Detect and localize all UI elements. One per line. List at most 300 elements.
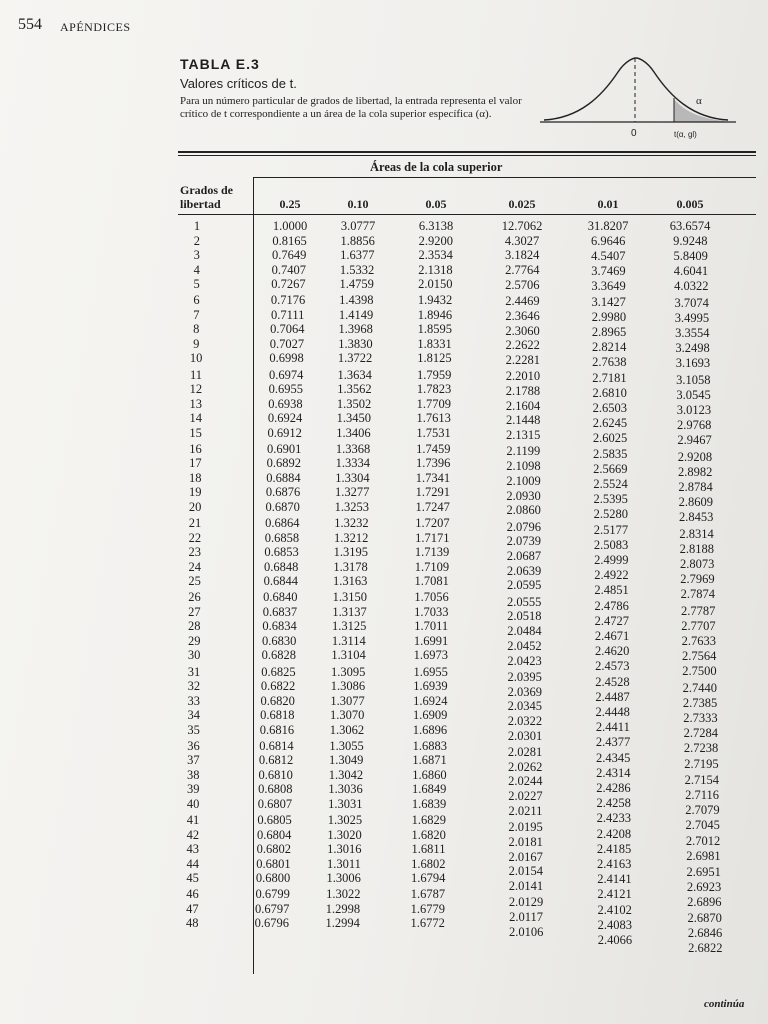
value-cell: 0.6828 (261, 648, 297, 663)
value-cell: 2.4102 (597, 903, 632, 918)
value-cell: 3.0545 (676, 387, 711, 402)
value-cell: 0.6912 (267, 425, 302, 440)
value-cell: 2.4851 (594, 582, 629, 597)
value-cell: 2.0244 (508, 774, 543, 789)
value-cell: 2.1788 (505, 384, 541, 398)
value-cell: 1.6787 (410, 887, 446, 902)
value-cell: 2.1315 (506, 428, 541, 443)
value-cell: 2.4727 (594, 614, 630, 629)
value-cell: 1.7033 (414, 604, 449, 619)
value-cell: 1.6973 (413, 648, 449, 663)
value-cell: 1.7291 (415, 485, 450, 500)
value-cell: 0.6870 (265, 499, 300, 514)
df-cell: 4 (193, 262, 200, 277)
df-cell: 40 (186, 796, 200, 811)
continued-label: continúa (704, 998, 745, 1010)
value-cell: 2.5706 (505, 277, 540, 292)
value-cell: 2.8965 (591, 324, 627, 339)
value-cell: 3.0123 (676, 402, 712, 417)
value-cell: 5.8409 (673, 249, 708, 264)
df-header (180, 183, 233, 211)
value-cell: 2.0484 (507, 624, 542, 639)
value-cell: 2.0423 (507, 653, 542, 668)
value-cell: 0.6810 (258, 767, 293, 782)
value-cell: 2.4620 (594, 643, 630, 658)
df-cell: 44 (186, 856, 199, 871)
value-cell: 2.0796 (506, 519, 541, 534)
value-cell: 2.1318 (418, 262, 453, 277)
value-cell: 2.4671 (594, 628, 630, 643)
df-cell: 24 (188, 559, 201, 574)
value-cell: 2.4999 (594, 552, 629, 567)
value-cell: 1.3562 (337, 382, 372, 397)
df-cell: 16 (189, 441, 202, 456)
zero-label: 0 (631, 128, 637, 139)
df-cell: 6 (193, 293, 200, 308)
value-cell: 2.7385 (682, 695, 718, 710)
value-cell: 1.3036 (328, 782, 363, 797)
header-bottom-rule (178, 214, 756, 215)
value-cell: 3.0777 (340, 219, 376, 233)
df-cell: 30 (187, 648, 201, 663)
value-cell: 2.0395 (507, 669, 542, 684)
value-cell: 0.6834 (262, 619, 297, 634)
df-cell: 47 (186, 901, 199, 916)
value-cell: 2.2622 (505, 338, 540, 353)
value-cell: 2.5083 (593, 538, 629, 553)
value-cell: 2.0860 (506, 503, 541, 518)
value-cell: 0.6924 (267, 411, 303, 426)
value-cell: 2.4345 (596, 751, 631, 766)
value-cell: 0.7176 (270, 293, 306, 308)
value-cell: 1.3020 (327, 827, 362, 842)
value-cell: 0.6822 (260, 679, 296, 694)
t-distribution-diagram (540, 52, 740, 142)
value-cell: 0.6864 (265, 516, 300, 530)
value-cell: 2.7333 (683, 710, 718, 725)
value-cell: 2.8609 (678, 494, 714, 509)
value-cell: 1.7823 (416, 382, 452, 397)
value-cell: 2.7440 (682, 680, 717, 695)
value-cell: 1.0000 (272, 219, 308, 233)
value-cell: 0.6892 (266, 456, 302, 471)
value-cell: 2.0687 (506, 549, 542, 563)
value-cell: 4.5407 (591, 248, 626, 263)
value-cell: 1.3006 (326, 871, 361, 886)
value-cell: 1.7011 (414, 619, 449, 634)
value-cell: 0.6884 (266, 470, 301, 485)
value-cell: 1.3062 (329, 722, 365, 737)
value-cell: 1.7531 (416, 425, 451, 440)
value-cell: 2.4448 (595, 704, 630, 719)
df-cell: 5 (193, 277, 200, 292)
value-cell: 0.6848 (263, 559, 299, 574)
value-cell: 1.6939 (413, 679, 448, 694)
value-cell: 2.8188 (679, 541, 715, 556)
df-cell: 27 (188, 604, 201, 619)
df-cell: 15 (189, 425, 202, 440)
value-cell: 0.6800 (255, 871, 291, 886)
value-cell: 1.6849 (412, 782, 447, 797)
value-cell: 3.4995 (674, 310, 710, 325)
value-cell: 63.6574 (669, 219, 711, 233)
value-cell: 1.3634 (337, 367, 372, 382)
value-cell: 0.6820 (260, 693, 295, 708)
value-cell: 1.3070 (330, 708, 365, 723)
value-cell: 2.0930 (506, 488, 541, 503)
df-cell: 13 (189, 396, 203, 411)
value-cell: 1.6991 (413, 633, 449, 648)
value-cell: 1.7341 (415, 470, 451, 485)
value-cell: 1.3114 (331, 633, 366, 648)
df-cell: 29 (187, 633, 201, 648)
value-cell: 3.1693 (675, 356, 711, 371)
value-cell: 0.7649 (272, 248, 307, 263)
value-cell: 1.7247 (415, 499, 450, 514)
table-description: Para un número particular de grados de libertad, la entrada representa el valor crítico de t correspondiente a un área de la cola superior específica (α). (180, 95, 522, 120)
value-cell: 1.3195 (333, 545, 368, 560)
table-top-rule-inner (178, 155, 756, 156)
value-cell: 1.6772 (410, 916, 445, 931)
value-cell: 0.8165 (272, 233, 307, 248)
value-cell: 1.3334 (335, 456, 370, 471)
df-cell: 22 (188, 530, 202, 545)
value-cell: 2.4163 (597, 857, 632, 872)
value-cell: 1.3042 (328, 767, 364, 782)
df-cell: 38 (187, 767, 200, 782)
value-cell: 0.6844 (263, 574, 298, 589)
value-cell: 2.4141 (597, 871, 632, 886)
value-cell: 1.3086 (330, 679, 366, 694)
value-cell: 6.3138 (418, 219, 454, 233)
value-cell: 0.6901 (267, 441, 302, 456)
value-cell: 2.4208 (596, 827, 632, 842)
value-cell: 1.3055 (329, 738, 364, 753)
value-cell: 1.2998 (325, 901, 361, 916)
value-cell: 1.6820 (411, 827, 446, 842)
column-header: 0.025 (508, 197, 536, 211)
value-cell: 1.4398 (339, 293, 374, 308)
value-cell: 2.1199 (506, 444, 541, 459)
value-cell: 2.4469 (505, 294, 540, 309)
stub-divider (253, 178, 254, 974)
value-cell: 2.7045 (685, 817, 720, 832)
df-cell: 8 (193, 322, 200, 337)
value-cell: 3.7469 (591, 263, 626, 278)
value-cell: 2.0322 (507, 714, 543, 729)
value-cell: 2.0595 (506, 578, 542, 593)
value-cell: 2.0555 (507, 594, 542, 609)
value-cell: 1.3104 (331, 648, 366, 663)
value-cell: 2.4286 (596, 781, 631, 796)
value-cell: 1.9432 (417, 293, 453, 308)
value-cell: 1.6811 (411, 842, 446, 857)
value-cell: 2.0639 (506, 563, 542, 578)
value-cell: 2.7638 (592, 354, 627, 369)
value-cell: 1.3125 (332, 619, 367, 634)
value-cell: 1.7171 (415, 530, 450, 545)
value-cell: 2.9980 (591, 309, 627, 324)
value-cell: 2.4573 (595, 658, 630, 673)
value-cell: 2.6870 (687, 911, 722, 926)
value-cell: 6.9646 (590, 233, 626, 248)
value-cell: 1.6883 (412, 738, 447, 753)
value-cell: 2.0345 (507, 699, 543, 714)
value-cell: 1.3163 (332, 574, 368, 589)
value-cell: 1.6829 (411, 813, 447, 827)
value-cell: 2.8314 (679, 526, 714, 541)
value-cell: 1.7459 (416, 441, 451, 456)
column-header: 0.25 (279, 197, 301, 211)
value-cell: 2.4487 (595, 690, 630, 705)
value-cell: 2.0369 (507, 684, 542, 699)
value-cell: 2.9467 (677, 433, 712, 448)
value-cell: 0.6938 (268, 396, 303, 411)
value-cell: 2.0129 (508, 895, 544, 910)
value-cell: 2.7707 (681, 618, 716, 633)
df-cell: 32 (187, 679, 201, 694)
value-cell: 2.0154 (508, 864, 543, 879)
value-cell: 2.8214 (591, 339, 627, 354)
value-cell: 1.8125 (417, 351, 452, 366)
value-cell: 2.0141 (508, 879, 544, 894)
value-cell: 2.4786 (594, 599, 629, 614)
value-cell: 3.1058 (676, 372, 711, 387)
value-cell: 0.7111 (270, 307, 305, 322)
value-cell: 2.5669 (593, 461, 628, 476)
value-cell: 2.6923 (686, 879, 722, 894)
value-cell: 2.7564 (681, 648, 717, 663)
value-cell: 2.5177 (593, 523, 629, 538)
value-cell: 2.1098 (506, 459, 541, 474)
value-cell: 3.3554 (675, 326, 710, 341)
value-cell: 2.4258 (596, 795, 631, 810)
value-cell: 1.7396 (415, 456, 451, 471)
value-cell: 1.6909 (412, 708, 448, 723)
value-cell: 0.6818 (260, 708, 295, 723)
value-cell: 1.3277 (334, 485, 370, 500)
value-cell: 3.3649 (591, 278, 626, 293)
df-cell: 41 (186, 813, 200, 827)
value-cell: 1.7056 (414, 590, 449, 605)
value-cell: 0.6853 (264, 545, 299, 560)
value-cell: 2.1448 (505, 413, 541, 428)
distribution-curve (544, 58, 728, 120)
value-cell: 2.9200 (418, 233, 453, 248)
value-cell: 2.0117 (509, 909, 544, 924)
value-cell: 1.7207 (415, 516, 450, 530)
value-cell: 2.9768 (677, 418, 712, 433)
value-cell: 4.3027 (504, 233, 540, 248)
value-cell: 1.3137 (332, 604, 367, 619)
value-cell: 1.3368 (335, 441, 371, 456)
spanner-header: Áreas de la cola superior (370, 160, 503, 174)
value-cell: 4.0322 (674, 279, 709, 294)
value-cell: 2.4121 (597, 886, 632, 901)
df-cell: 25 (188, 574, 201, 589)
value-cell: 2.6951 (686, 864, 721, 879)
value-cell: 1.6779 (410, 901, 445, 916)
value-cell: 1.3016 (327, 842, 362, 857)
value-cell: 2.4377 (595, 734, 631, 749)
value-cell: 2.7154 (684, 772, 719, 787)
value-cell: 2.7012 (685, 834, 721, 849)
value-cell: 2.7181 (592, 371, 627, 386)
value-cell: 0.6858 (264, 530, 300, 545)
value-cell: 1.7081 (414, 574, 449, 589)
value-cell: 2.7238 (683, 740, 719, 755)
value-cell: 2.7874 (680, 586, 715, 601)
value-cell: 3.1427 (591, 295, 626, 310)
value-cell: 0.6840 (263, 590, 298, 605)
df-cell: 45 (186, 871, 199, 886)
value-cell: 1.3830 (338, 336, 373, 351)
value-cell: 0.6830 (262, 633, 297, 648)
value-cell: 2.0181 (508, 834, 543, 849)
df-cell: 20 (188, 499, 202, 514)
value-cell: 1.3031 (328, 796, 363, 811)
value-cell: 2.7116 (685, 787, 720, 802)
value-cell: 0.6955 (268, 382, 303, 397)
value-cell: 0.6837 (262, 604, 298, 619)
df-header-line-1: Grados de (180, 183, 234, 197)
value-cell: 2.0262 (508, 759, 543, 774)
value-cell: 1.8856 (340, 233, 375, 248)
value-cell: 1.6794 (410, 871, 446, 886)
value-cell: 1.3077 (330, 693, 365, 708)
df-cell: 12 (189, 382, 203, 397)
value-cell: 2.6245 (592, 415, 628, 430)
df-header-line-2: libertad (180, 197, 221, 211)
value-cell: 2.2010 (505, 369, 541, 384)
value-cell: 2.0301 (507, 728, 543, 743)
value-cell: 1.6839 (411, 796, 447, 811)
value-cell: 1.3450 (336, 411, 371, 426)
value-cell: 1.7709 (416, 396, 452, 411)
value-cell: 2.1604 (505, 398, 541, 413)
df-cell: 19 (188, 485, 202, 500)
value-cell: 1.2994 (325, 916, 360, 931)
value-cell: 1.6802 (411, 856, 446, 871)
value-cell: 2.8784 (678, 479, 713, 494)
value-cell: 2.4411 (595, 719, 630, 734)
value-cell: 0.6801 (256, 856, 291, 871)
value-cell: 2.4066 (597, 933, 633, 948)
value-cell: 2.7195 (684, 757, 719, 772)
value-cell: 2.1009 (506, 473, 541, 488)
df-cell: 42 (186, 827, 200, 842)
value-cell: 0.6799 (255, 887, 290, 902)
df-cell: 28 (188, 619, 201, 634)
df-cell: 18 (189, 470, 202, 485)
value-cell: 2.6810 (592, 385, 627, 400)
value-cell: 2.7079 (685, 802, 720, 817)
df-cell: 36 (187, 738, 200, 753)
column-header: 0.005 (676, 197, 704, 211)
value-cell: 1.3232 (334, 516, 369, 530)
value-cell: 0.6804 (256, 827, 292, 842)
value-cell: 1.7139 (414, 545, 450, 560)
value-cell: 1.6860 (412, 767, 447, 782)
value-cell: 2.7500 (682, 663, 717, 678)
df-cell: 31 (187, 664, 201, 679)
df-cell: 11 (189, 367, 203, 382)
value-cell: 2.7284 (683, 725, 718, 740)
value-cell: 2.5524 (593, 476, 628, 491)
value-cell: 1.7109 (414, 559, 450, 574)
df-cell: 37 (187, 753, 200, 768)
value-cell: 1.5332 (339, 262, 375, 277)
value-cell: 3.7074 (674, 295, 709, 310)
value-cell: 2.5280 (593, 506, 628, 521)
value-cell: 0.7064 (270, 322, 305, 337)
value-cell: 1.6896 (412, 722, 448, 737)
df-cell: 34 (187, 708, 200, 723)
df-cell: 33 (187, 693, 201, 708)
column-header: 0.10 (347, 197, 369, 211)
value-cell: 2.0452 (507, 638, 542, 653)
value-cell: 2.0227 (508, 789, 543, 804)
value-cell: 2.6846 (687, 926, 723, 941)
value-cell: 1.3502 (336, 396, 372, 411)
value-cell: 1.3022 (326, 887, 361, 902)
value-cell: 0.6796 (254, 916, 290, 931)
value-cell: 0.6808 (258, 782, 293, 797)
value-cell: 2.7969 (680, 571, 715, 586)
value-cell: 1.7613 (416, 411, 451, 426)
value-cell: 0.6812 (258, 753, 294, 768)
page-number: 554 (18, 16, 42, 33)
value-cell: 2.4083 (597, 918, 632, 933)
spanner-rule (253, 177, 756, 178)
critical-value-label: t(α, gl) (674, 130, 697, 139)
value-cell: 2.8453 (678, 510, 714, 525)
df-cell: 26 (188, 590, 201, 605)
value-cell: 0.7407 (271, 262, 307, 277)
value-cell: 3.1824 (504, 248, 540, 263)
df-cell: 39 (186, 782, 200, 797)
value-cell: 0.6814 (259, 738, 294, 753)
value-cell: 4.6041 (673, 264, 709, 279)
value-cell: 0.6797 (255, 901, 290, 916)
value-cell: 2.4528 (595, 675, 630, 690)
value-cell: 2.3646 (505, 308, 540, 323)
df-cell: 35 (187, 722, 200, 737)
value-cell: 2.6981 (686, 849, 721, 864)
value-cell: 2.9208 (677, 449, 713, 464)
value-cell: 1.3406 (336, 425, 371, 440)
value-cell: 1.6377 (340, 248, 375, 263)
value-cell: 2.0518 (507, 609, 542, 624)
value-cell: 1.6924 (413, 693, 448, 708)
df-cell: 10 (189, 351, 203, 366)
value-cell: 2.6896 (687, 894, 722, 909)
value-cell: 2.5835 (593, 447, 628, 462)
value-cell: 2.5395 (593, 491, 628, 506)
value-cell: 1.3212 (333, 530, 369, 545)
value-cell: 1.3095 (331, 664, 366, 679)
value-cell: 31.8207 (587, 219, 629, 233)
value-cell: 2.3534 (418, 248, 453, 263)
value-cell: 1.3025 (327, 813, 363, 827)
df-cell: 14 (189, 411, 202, 426)
table-top-rule (178, 151, 756, 153)
value-cell: 3.2498 (675, 341, 710, 356)
value-cell: 2.0211 (508, 803, 543, 818)
value-cell: 2.6025 (592, 430, 628, 445)
value-cell: 1.3253 (334, 499, 369, 514)
value-cell: 2.0150 (418, 277, 453, 292)
